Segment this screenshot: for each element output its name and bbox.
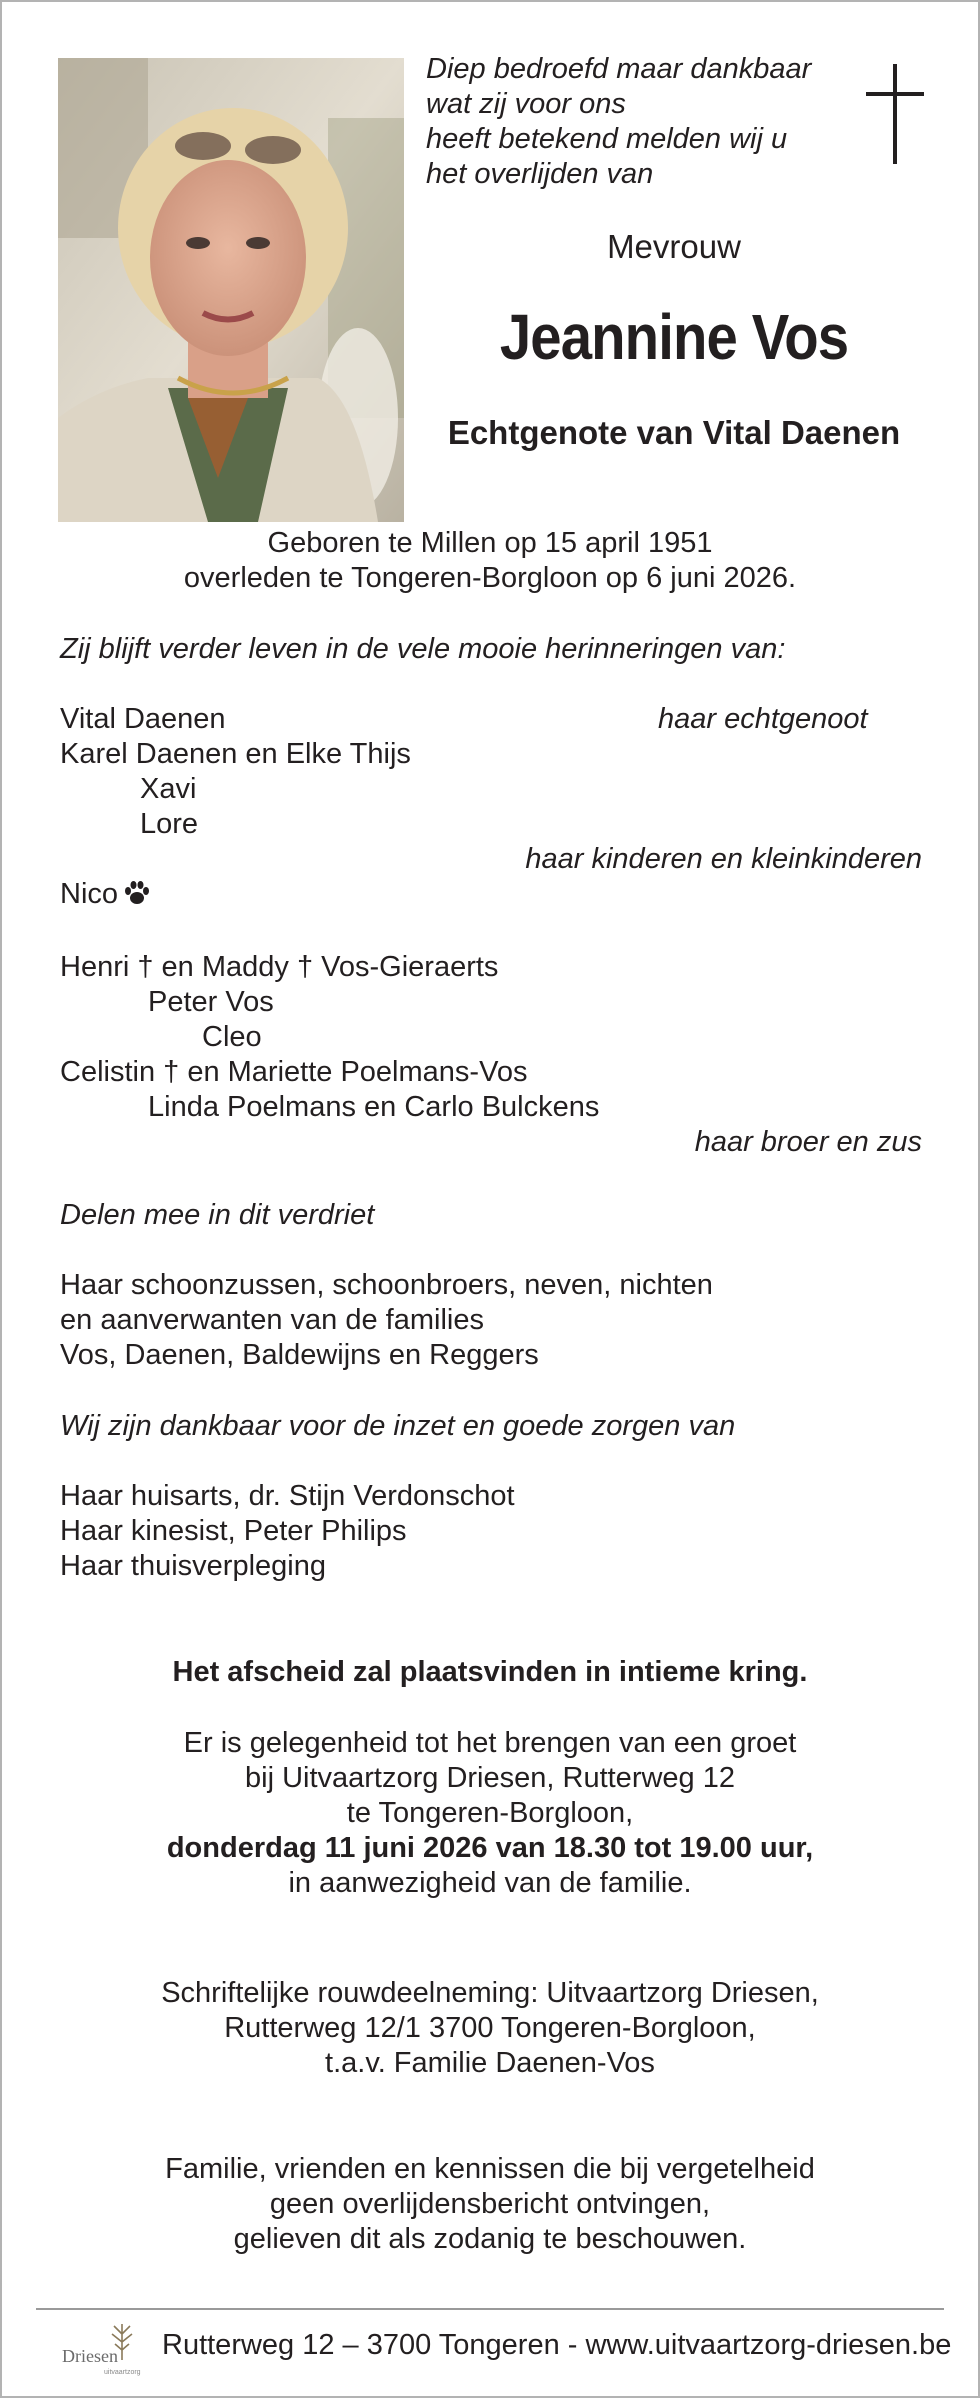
notice-line: geen overlijdensbericht ontvingen,: [269, 2188, 711, 2220]
family-spouse: Vital Daenen: [60, 703, 226, 735]
notice-line: Familie, vrienden en kennissen die bij vergetelheid: [165, 2153, 815, 2185]
family-child: Karel Daenen en Elke Thijs: [60, 738, 411, 770]
grandchild: Xavi: [140, 773, 197, 805]
title-mevrouw: Mevrouw: [607, 228, 741, 265]
sibling-1-grandchild: Cleo: [202, 1021, 262, 1053]
footer-contact: Rutterweg 12 – 3700 Tongeren - www.uitvaartzorg-driesen.be: [162, 2329, 952, 2361]
portrait-photo: [58, 58, 404, 522]
family-pet: [60, 877, 150, 912]
thanks-line: Haar huisarts, dr. Stijn Verdonschot: [60, 1480, 515, 1512]
grandchild: Lore: [140, 808, 199, 840]
intro-text: [426, 52, 811, 192]
share-line: Vos, Daenen, Baldewijns en Reggers: [60, 1339, 539, 1371]
sibling-2: Celistin † en Mariette Poelmans-Vos: [60, 1056, 528, 1088]
farewell-statement: Het afscheid zal plaatsvinden in intieme kring.: [172, 1656, 808, 1688]
intro-line: het overlijden van: [426, 158, 654, 190]
share-line: en aanverwanten van de families: [60, 1304, 484, 1336]
sibling-1-child: Peter Vos: [148, 986, 274, 1018]
thanks-line: Haar kinesist, Peter Philips: [60, 1515, 407, 1547]
condolence-line: t.a.v. Familie Daenen-Vos: [325, 2047, 655, 2079]
condolence-line: Rutterweg 12/1 3700 Tongeren-Borgloon,: [224, 2012, 756, 2044]
paw-icon: [124, 880, 150, 906]
condolence-line: Schriftelijke rouwdeelneming: Uitvaartzorg Driesen,: [161, 1977, 819, 2009]
intro-line: Diep bedroefd maar dankbaar: [426, 53, 812, 85]
footer-divider: [36, 2308, 944, 2310]
logo-subtext: uitvaartzorg: [104, 2369, 141, 2376]
spouse-role: haar echtgenoot: [658, 703, 868, 735]
farewell-line: Er is gelegenheid tot het brengen van een groet: [183, 1727, 797, 1759]
farewell-line: te Tongeren-Borgloon,: [346, 1797, 634, 1829]
spouse-line: Echtgenote van Vital Daenen: [447, 414, 901, 451]
farewell-line: in aanwezigheid van de familie.: [288, 1867, 692, 1899]
intro-line: heeft betekend melden wij u: [426, 123, 788, 155]
cross-icon: [866, 64, 924, 164]
logo-text: Driesen: [62, 2346, 118, 2366]
share-heading: Delen mee in dit verdriet: [60, 1199, 375, 1231]
thanks-heading: Wij zijn dankbaar voor de inzet en goede zorgen van: [60, 1410, 736, 1442]
notice-line: gelieven dit als zodanig te beschouwen.: [233, 2223, 747, 2255]
farewell-line: bij Uitvaartzorg Driesen, Rutterweg 12: [245, 1762, 735, 1794]
share-line: Haar schoonzussen, schoonbroers, neven, nichten: [60, 1269, 713, 1301]
intro-line: wat zij voor ons: [426, 88, 626, 120]
farewell-when: donderdag 11 juni 2026 van 18.30 tot 19.00 uur,: [166, 1832, 814, 1864]
deceased-name: Jeannine Vos: [499, 301, 849, 373]
siblings-role: haar broer en zus: [694, 1126, 922, 1158]
died-line: overleden te Tongeren-Borgloon op 6 juni 2026.: [183, 562, 797, 594]
children-role: haar kinderen en kleinkinderen: [525, 843, 922, 875]
memories-heading: Zij blijft verder leven in de vele mooie herinneringen van:: [60, 633, 786, 665]
pet-name: Nico: [60, 878, 119, 910]
sibling-1: Henri † en Maddy † Vos-Gieraerts: [60, 951, 499, 983]
born-line: Geboren te Millen op 15 april 1951: [267, 527, 713, 559]
sibling-2-child: Linda Poelmans en Carlo Bulckens: [148, 1091, 600, 1123]
thanks-line: Haar thuisverpleging: [60, 1550, 326, 1582]
driesen-logo: [60, 2320, 146, 2378]
